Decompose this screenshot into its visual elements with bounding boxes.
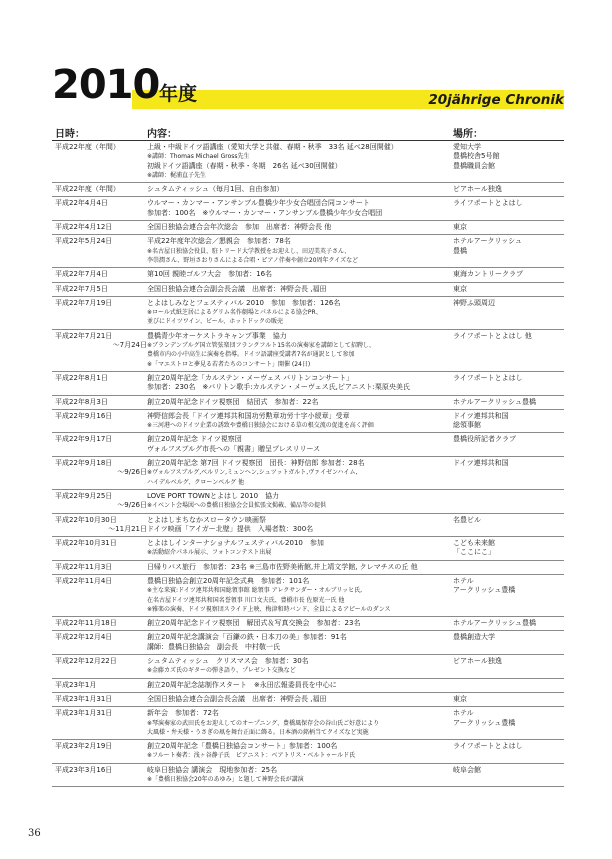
row-place: [451, 490, 564, 513]
content-note-line: ※金藤カズ氏のギターの弾き語り、プレゼント交換など: [147, 667, 296, 675]
row-place: [451, 537, 564, 560]
place-line: ライフポートとよはし 他: [453, 331, 532, 340]
table-row: [52, 679, 564, 693]
date-line: 平成22年8月1日: [55, 373, 108, 382]
row-date: [52, 514, 147, 537]
content-note-line: ※名古屋日独協会役員、駐トリード大学教授をお迎えし、田辺美英子さん、: [147, 247, 351, 255]
column-header-place: 場所：: [453, 129, 483, 140]
row-date: [52, 693, 147, 706]
row-date: [52, 235, 147, 267]
content-note-line: ※ブランデンブルグ国立管弦楽団フランクフルト15名の演奏家を講師として招聘し、: [147, 342, 375, 350]
date-line: 平成22年度（年間）: [55, 185, 120, 194]
table-row: [52, 764, 564, 788]
table-body: [52, 141, 564, 787]
row-content: [147, 679, 451, 692]
row-content: [147, 235, 451, 267]
place-line: 豊橋: [453, 246, 467, 255]
place-line: 総領事館: [453, 421, 481, 430]
row-content: [147, 410, 451, 433]
table-row: [52, 457, 564, 490]
row-place: [451, 330, 564, 371]
row-date: [52, 183, 147, 196]
content-note-line: ハイデルベルグ、クローンベルグ 他: [147, 478, 245, 486]
content-line: 第10回 親睦ゴルフ大会 参加者：16名: [147, 270, 273, 279]
row-place: [451, 575, 564, 616]
content-note-line: 豊橋市内の小中高生に演奏を指導。ドイツ語講座受講者7名が通訳として参加: [147, 351, 355, 359]
date-line: 平成22年8月3日: [55, 397, 108, 406]
date-line: 平成23年1月31日: [55, 694, 113, 703]
content-line: 全国日独協会連合会副会長会議 出席者：神野会長 ,福田: [147, 284, 327, 293]
row-place: [451, 372, 564, 395]
table-row: [52, 197, 564, 221]
page-title-suffix: 年度: [159, 83, 198, 105]
row-date: [52, 410, 147, 433]
content-note-line: ※「豊橋日独協会20年のあゆみ」と題して神野会長が講演: [147, 776, 304, 784]
row-date: [52, 268, 147, 281]
content-note-line: ※活動紹介パネル展示、フォトコンテスト出展: [147, 549, 272, 557]
date-line: 平成22年9月16日: [55, 411, 113, 420]
row-place: [451, 740, 564, 763]
content-line: 平成22年度年次総会／懇親会 参加者：78名: [147, 237, 291, 246]
place-line: ライフポートとよはし: [453, 373, 523, 382]
place-line: アークリッシュ豊橋: [453, 718, 516, 727]
place-line: 愛知大学: [453, 143, 481, 151]
content-line: 日帰りバス旅行 参加者：23名 ※三島市佐野美術館,井上靖文学館, クレマチスの丘 他: [147, 562, 418, 571]
content-line: LOVE PORT TOWNとよはし 2010 協力: [147, 491, 280, 500]
row-date: [52, 457, 147, 489]
content-line: 神野信郎会長「ドイツ連邦共和国功労勲章功労十字小綬章」受章: [147, 411, 350, 420]
row-place: [451, 433, 564, 456]
date-line: 平成22年7月19日: [55, 298, 113, 307]
row-content: [147, 372, 451, 395]
place-line: 東京: [453, 223, 467, 232]
content-line: シュタムティッシュ クリスマス会 参加者：30名: [147, 657, 309, 666]
row-place: [451, 679, 564, 692]
row-place: [451, 297, 564, 329]
date-line: 平成23年3月16日: [55, 765, 113, 774]
content-line: ヴォルフスブルグ市長への「親書」贈呈プレスリリース: [147, 444, 321, 453]
date-line: 平成22年9月17日: [55, 435, 113, 444]
row-date: [52, 631, 147, 654]
date-line: 平成22年10月30日: [55, 515, 117, 524]
table-row: [52, 141, 564, 183]
date-line: 平成22年9月25日: [55, 491, 113, 500]
table-row: [52, 514, 564, 538]
content-line: シュタムティッシュ（毎月1回、自由参加）: [147, 185, 284, 194]
row-content: [147, 221, 451, 234]
column-header-content: 内容：: [147, 129, 177, 140]
row-content: [147, 183, 451, 196]
table-row: [52, 631, 564, 655]
row-place: [451, 183, 564, 196]
row-date: [52, 433, 147, 456]
date-line: 〜9/26日: [117, 468, 147, 477]
row-content: [147, 575, 451, 616]
content-line: 初級ドイツ語講座（春期・秋季・冬期 26名 延べ30回開催）: [147, 161, 342, 170]
row-content: [147, 561, 451, 574]
row-place: [451, 561, 564, 574]
place-line: ライフポートとよはし: [453, 199, 523, 208]
content-note-line: ※講師：梶浦直子先生: [147, 171, 207, 179]
page-title-year: 2010: [52, 62, 160, 108]
place-line: ホテルアークリッシュ豊橋: [453, 619, 537, 628]
row-place: [451, 617, 564, 630]
place-line: ホテルアークリッシュ豊橋: [453, 397, 537, 406]
place-line: ビアホール独逸: [453, 657, 502, 666]
content-note-line: ※イベント会場図への豊橋日独協会会員拡張文掲載、備品等の提供: [147, 502, 327, 510]
row-place: [451, 410, 564, 433]
content-line: ドイツ映画「アイガー北壁」提供 入場者数：300名: [147, 524, 314, 533]
table-row: [52, 575, 564, 617]
place-line: 豊橋役所記者クラブ: [453, 435, 516, 444]
content-note-line: 李崇潤さん、野垣さおりさんによる合唱・ピアノ伴奏や創立20周年クイズなど: [147, 256, 359, 264]
page-number: 36: [28, 828, 41, 839]
content-note-line: ※主な来賓:ドイツ連邦共和国総領事館 総領事 アレクサンダー・オルブリッヒ氏,: [147, 587, 363, 595]
row-date: [52, 561, 147, 574]
content-line: 創立20周年記念講演会「百鎌の鉄・日本刀の美」参加者：91名: [147, 633, 347, 642]
content-line: 岐阜日独協会 講演会 現地参加者：25名: [147, 765, 278, 774]
content-line: とよはしインターナショナルフェスティバル2010 参加: [147, 539, 324, 548]
row-date: [52, 221, 147, 234]
row-content: [147, 457, 451, 489]
place-line: アークリッシュ豊橋: [453, 586, 516, 595]
place-line: こども未来館: [453, 539, 495, 548]
row-date: [52, 537, 147, 560]
table-row: [52, 740, 564, 764]
chronology-table: [52, 124, 564, 787]
content-line: とよはしみなとフェスティバル 2010 参加 参加者：126名: [147, 298, 341, 307]
row-content: [147, 283, 451, 296]
row-date: [52, 655, 147, 678]
date-line: 平成22年4月4日: [55, 199, 108, 208]
content-note-line: ※雅楽の演奏、ドイツ視察団スライド上映、梅津和時バンド、全員によるアピールのダンス: [147, 605, 391, 613]
date-line: 平成22年7月4日: [55, 270, 108, 279]
row-date: [52, 679, 147, 692]
row-content: [147, 490, 451, 513]
row-date: [52, 740, 147, 763]
row-content: [147, 707, 451, 739]
row-date: [52, 707, 147, 739]
date-line: 平成22年度（年間）: [55, 143, 120, 151]
row-date: [52, 372, 147, 395]
row-place: [451, 707, 564, 739]
date-line: 〜7月24日: [112, 341, 147, 350]
content-line: 上級・中級ドイツ語講座（愛知大学と共催、春期・秋季 33名 延べ28回開催）: [147, 143, 398, 151]
content-note-line: ※琴演奏家の武田氏をお迎えしてのオープニング、豊橋風保存会の谷山氏ご好意により: [147, 719, 380, 727]
row-content: [147, 693, 451, 706]
content-line: 講師：豊橋日独協会 副会長 中村敬一氏: [147, 642, 280, 651]
table-row: [52, 707, 564, 740]
content-note-line: 在名古屋ドイツ連邦共和国名誉領事 川口文夫氏、豊橋市長 佐原光一氏 他: [147, 596, 345, 604]
date-line: 平成22年11月18日: [55, 619, 117, 628]
date-line: 平成22年11月3日: [55, 562, 113, 571]
row-place: [451, 141, 564, 182]
row-content: [147, 655, 451, 678]
row-content: [147, 297, 451, 329]
page-header: [52, 60, 564, 118]
row-content: [147, 617, 451, 630]
place-line: 東京: [453, 694, 467, 703]
content-line: 新年会 参加者：72名: [147, 709, 219, 718]
place-line: 東海カントリークラブ: [453, 270, 523, 279]
place-line: ホテルアークリッシュ: [453, 237, 523, 246]
table-row: [52, 396, 564, 410]
content-line: 創立20周年記念ドイツ視察団 解団式＆写真交換会 参加者：23名: [147, 619, 361, 628]
content-line: 創立20周年記念 第7回 ドイツ視察団 団長：神野信郎 参加者：28名: [147, 459, 365, 468]
date-line: 平成22年9月18日: [55, 459, 113, 468]
content-note-line: ※ロール式紙芝居によるグリム名作劇場とパネルによる協会PR、: [147, 309, 322, 317]
row-place: [451, 514, 564, 537]
table-row: [52, 283, 564, 297]
content-line: とよはしまちなかスロータウン映画祭: [147, 515, 266, 524]
place-line: 「ここにこ」: [453, 548, 495, 557]
table-row: [52, 268, 564, 282]
place-line: 名豊ビル: [453, 515, 481, 524]
row-content: [147, 537, 451, 560]
row-date: [52, 297, 147, 329]
content-line: 豊橋青少年オーケストラキャンプ事業 協力: [147, 331, 287, 340]
table-row: [52, 235, 564, 268]
place-line: ビアホール独逸: [453, 185, 502, 194]
date-line: 平成22年7月21日: [55, 331, 113, 340]
place-line: 豊橋職員会館: [453, 161, 495, 170]
chronik-label: 20jährige Chronik: [428, 92, 564, 108]
date-line: 平成22年12月22日: [55, 657, 117, 666]
date-line: 〜9/26日: [117, 501, 147, 510]
content-line: 創立20周年記念誌制作スタート ※永田広報委員長を中心に: [147, 680, 337, 689]
content-note-line: ※講師：Thomas Michael Gross先生: [147, 153, 250, 161]
row-content: [147, 514, 451, 537]
row-place: [451, 268, 564, 281]
content-line: 豊橋日独協会創立20周年記念式典 参加者：101名: [147, 576, 310, 585]
column-header-date: 日時：: [55, 129, 85, 140]
table-row: [52, 537, 564, 561]
place-line: ホテル: [453, 576, 474, 585]
row-content: [147, 268, 451, 281]
table-row: [52, 372, 564, 396]
table-row: [52, 617, 564, 631]
row-place: [451, 655, 564, 678]
table-row: [52, 561, 564, 575]
date-line: 平成22年5月24日: [55, 237, 113, 246]
date-line: 平成22年11月4日: [55, 576, 113, 585]
date-line: 〜11月21日: [108, 524, 147, 533]
content-line: 全国日独協会連合会年次総会 参加 出席者：神野会長 他: [147, 223, 332, 232]
table-row: [52, 693, 564, 707]
table-row: [52, 221, 564, 235]
row-content: [147, 740, 451, 763]
row-place: [451, 235, 564, 267]
row-date: [52, 575, 147, 616]
row-date: [52, 330, 147, 371]
row-content: [147, 433, 451, 456]
content-note-line: ※フルート奏者：浅ヶ谷静子氏 ピアニスト：ベアトリス・ベルトゥールド氏: [147, 752, 356, 760]
table-row: [52, 655, 564, 679]
place-line: 神野ふ頭周辺: [453, 298, 495, 307]
row-content: [147, 396, 451, 409]
content-note-line: ※ヴォルフスブルグ,ベルリン,ミュンヘン,シュツットガルト,ヴァイゼンハイム,: [147, 469, 358, 477]
date-line: 平成23年2月19日: [55, 742, 113, 751]
place-line: ライフポートとよはし: [453, 742, 523, 751]
row-date: [52, 141, 147, 182]
place-line: 岐阜会館: [453, 765, 481, 774]
content-line: 創立20周年記念 ドイツ視察団: [147, 435, 242, 444]
place-line: 豊橋校舎5号館: [453, 152, 500, 161]
content-note-line: ※三河港へのドイツ企業の誘致や豊橋日独協会における草の根交流の促進を高く評価: [147, 422, 374, 430]
content-line: ウルマー・カンマー・アンサンブル豊橋少年少女合唱団合同コンサート: [147, 199, 370, 208]
table-row: [52, 330, 564, 372]
table-row: [52, 433, 564, 457]
row-date: [52, 764, 147, 787]
content-line: 創立20周年記念「カルステン・メーヴェス バリトンコンサート」: [147, 373, 354, 382]
content-note-line: 大風様・弁天様・うさぎの凧を舞台正面に飾る。日本酒の銘柄当てクイズなど実施: [147, 728, 369, 736]
row-place: [451, 283, 564, 296]
row-place: [451, 693, 564, 706]
table-row: [52, 490, 564, 514]
row-content: [147, 197, 451, 220]
row-date: [52, 617, 147, 630]
row-content: [147, 631, 451, 654]
date-line: 平成22年7月5日: [55, 284, 108, 293]
content-line: 参加者：100名 ※ウルマー・カンマー・アンサンブル豊橋少年少女合唱団: [147, 208, 383, 217]
place-line: ドイツ連邦共和国: [453, 459, 509, 468]
table-row: [52, 183, 564, 197]
row-date: [52, 197, 147, 220]
content-line: 創立20周年記念「豊橋日独協会コンサート」参加者：100名: [147, 742, 338, 751]
date-line: 平成22年12月4日: [55, 633, 113, 642]
place-line: 東京: [453, 284, 467, 293]
content-line: 参加者：230名 ※バリトン歌手:カルステン・メーヴェス氏,ピアニスト:栗原央美氏: [147, 383, 410, 392]
row-place: [451, 457, 564, 489]
content-line: 全国日独協会連合会副会長会議 出席者：神野会長 ,福田: [147, 694, 327, 703]
date-line: 平成23年1月: [55, 680, 97, 689]
row-place: [451, 631, 564, 654]
row-date: [52, 283, 147, 296]
row-place: [451, 764, 564, 787]
row-content: [147, 330, 451, 371]
row-content: [147, 764, 451, 787]
row-date: [52, 490, 147, 513]
date-line: 平成23年1月31日: [55, 709, 113, 718]
place-line: ホテル: [453, 709, 474, 718]
row-content: [147, 141, 451, 182]
content-note-line: 並びにドイツワイン、ビール、ホットドックの販売: [147, 318, 283, 326]
table-row: [52, 297, 564, 330]
row-date: [52, 396, 147, 409]
content-line: 創立20周年記念ドイツ視察団 結団式 参加者：22名: [147, 397, 319, 406]
row-place: [451, 221, 564, 234]
place-line: 豊橋創造大学: [453, 633, 495, 642]
place-line: ドイツ連邦共和国: [453, 411, 509, 420]
date-line: 平成22年4月12日: [55, 223, 113, 232]
content-note-line: ※「マエストロと夢見る若者たちのコンサート」開催 (24日): [147, 360, 311, 368]
row-place: [451, 197, 564, 220]
table-header: [52, 124, 564, 141]
table-row: [52, 410, 564, 434]
date-line: 平成22年10月31日: [55, 539, 117, 548]
row-place: [451, 396, 564, 409]
